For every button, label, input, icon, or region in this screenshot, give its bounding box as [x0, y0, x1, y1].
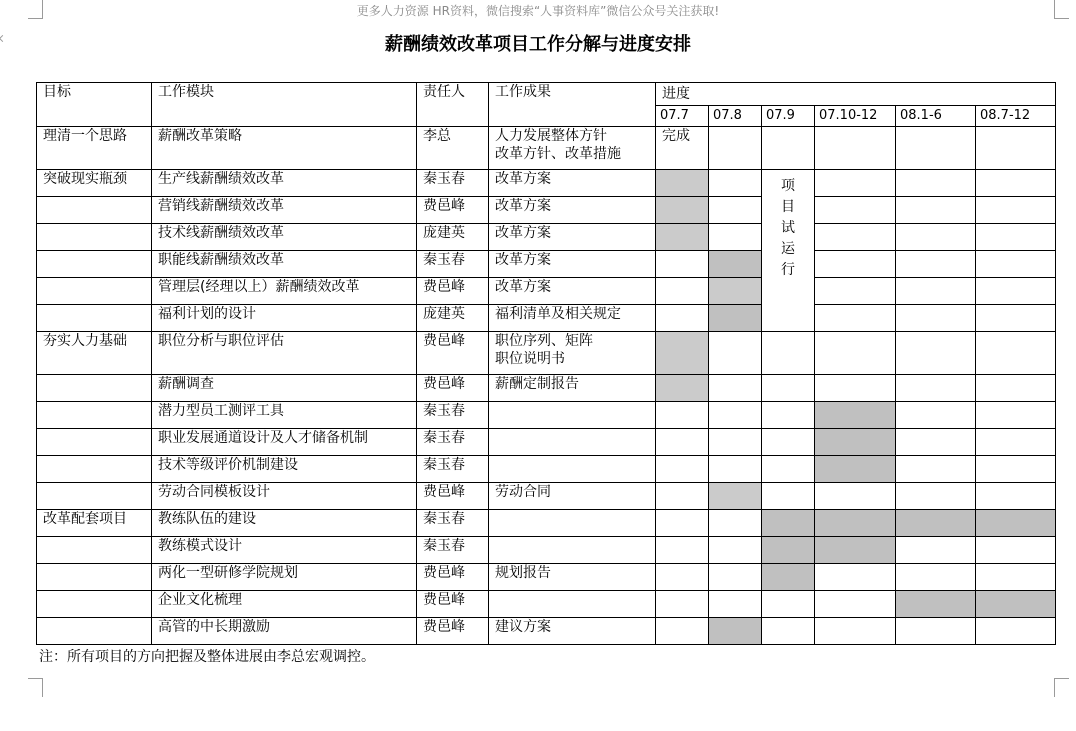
- timeline-cell: [976, 483, 1056, 510]
- result-cell: [489, 456, 656, 483]
- timeline-cell: [896, 251, 976, 278]
- timeline-cell: [815, 127, 896, 170]
- timeline-cell-filled: [815, 429, 896, 456]
- header-row: [37, 83, 1056, 106]
- result-line: 改革方针、改革措施: [495, 146, 621, 162]
- result-cell: 薪酬定制报告: [489, 375, 656, 402]
- module-cell: 教练队伍的建设: [152, 510, 417, 537]
- table-row: [37, 332, 1056, 375]
- result-cell: 福利清单及相关规定: [489, 305, 656, 332]
- timeline-cell: [815, 332, 896, 375]
- timeline-cell-filled: [656, 224, 709, 251]
- table-row: [37, 127, 1056, 170]
- result-cell: [489, 537, 656, 564]
- header-goal: 目标: [37, 83, 152, 127]
- schedule-table: [36, 82, 1056, 645]
- timeline-cell: [976, 618, 1056, 645]
- period-label: 07.10-12: [815, 106, 896, 127]
- result-cell: [489, 429, 656, 456]
- crop-mark-bottom-left: [28, 678, 43, 697]
- timeline-cell-filled: [815, 510, 896, 537]
- result-cell: [489, 332, 656, 375]
- timeline-cell: [976, 251, 1056, 278]
- owner-cell: 费邑峰: [417, 618, 489, 645]
- timeline-cell: [815, 618, 896, 645]
- timeline-cell: [976, 402, 1056, 429]
- table-row: [37, 618, 1056, 645]
- timeline-cell: [815, 197, 896, 224]
- timeline-cell-filled: [656, 375, 709, 402]
- timeline-cell: [976, 429, 1056, 456]
- timeline-cell: [815, 483, 896, 510]
- timeline-cell: [709, 375, 762, 402]
- timeline-cell: [656, 402, 709, 429]
- timeline-cell: [896, 127, 976, 170]
- owner-cell: 庞建英: [417, 305, 489, 332]
- result-cell: 建议方案: [489, 618, 656, 645]
- goal-cell: [37, 278, 152, 305]
- module-cell: 两化一型研修学院规划: [152, 564, 417, 591]
- module-cell: 技术等级评价机制建设: [152, 456, 417, 483]
- timeline-cell: [896, 278, 976, 305]
- timeline-cell: [815, 375, 896, 402]
- timeline-cell: [709, 591, 762, 618]
- timeline-cell: [656, 618, 709, 645]
- timeline-cell: [896, 375, 976, 402]
- timeline-cell: [656, 591, 709, 618]
- header-module: 工作模块: [152, 83, 417, 127]
- module-cell: 营销线薪酬绩效改革: [152, 197, 417, 224]
- timeline-cell: [656, 251, 709, 278]
- timeline-cell: [815, 224, 896, 251]
- owner-cell: 费邑峰: [417, 483, 489, 510]
- timeline-cell: [896, 305, 976, 332]
- module-cell: 福利计划的设计: [152, 305, 417, 332]
- table-row: [37, 197, 1056, 224]
- owner-cell: 费邑峰: [417, 591, 489, 618]
- timeline-cell: [976, 537, 1056, 564]
- timeline-cell-filled: [656, 170, 709, 197]
- timeline-cell: [762, 456, 815, 483]
- timeline-cell: [896, 170, 976, 197]
- result-cell: 改革方案: [489, 251, 656, 278]
- goal-cell: [37, 483, 152, 510]
- timeline-cell: [896, 564, 976, 591]
- owner-cell: 费邑峰: [417, 564, 489, 591]
- timeline-cell-filled: [762, 537, 815, 564]
- timeline-cell: [976, 127, 1056, 170]
- timeline-cell: [709, 510, 762, 537]
- timeline-cell-filled: [656, 197, 709, 224]
- goal-cell: [37, 591, 152, 618]
- timeline-cell-filled: [762, 510, 815, 537]
- timeline-cell-filled: [709, 618, 762, 645]
- timeline-cell: [896, 537, 976, 564]
- result-line: 人力发展整体方针: [495, 128, 607, 144]
- timeline-cell-filled: [976, 591, 1056, 618]
- owner-cell: 秦玉春: [417, 170, 489, 197]
- timeline-cell-filled: [709, 251, 762, 278]
- timeline-cell: [976, 375, 1056, 402]
- timeline-cell: [656, 510, 709, 537]
- result-line: 职位序列、矩阵: [495, 333, 593, 349]
- table-row: [37, 402, 1056, 429]
- goal-cell: [37, 224, 152, 251]
- result-cell: 改革方案: [489, 170, 656, 197]
- goal-cell: [37, 375, 152, 402]
- timeline-cell: [762, 483, 815, 510]
- result-cell: 改革方案: [489, 197, 656, 224]
- owner-cell: 秦玉春: [417, 510, 489, 537]
- goal-cell: [37, 618, 152, 645]
- table-row: [37, 170, 1056, 197]
- status-cell: 完成: [656, 127, 709, 170]
- header-owner: 责任人: [417, 83, 489, 127]
- timeline-cell: [896, 402, 976, 429]
- module-cell: 职能线薪酬绩效改革: [152, 251, 417, 278]
- owner-cell: 李总: [417, 127, 489, 170]
- goal-cell: 改革配套项目: [37, 510, 152, 537]
- table-row: [37, 375, 1056, 402]
- module-cell: 薪酬调查: [152, 375, 417, 402]
- timeline-cell-filled: [709, 483, 762, 510]
- timeline-cell-filled: [815, 537, 896, 564]
- crop-mark-top-right: [1054, 0, 1069, 19]
- timeline-cell-filled: [709, 305, 762, 332]
- result-cell: [489, 402, 656, 429]
- timeline-cell: [896, 618, 976, 645]
- result-line: 职位说明书: [495, 351, 565, 367]
- timeline-cell: [896, 224, 976, 251]
- timeline-cell: [762, 618, 815, 645]
- footnote: 注：所有项目的方向把握及整体进展由李总宏观调控。: [39, 649, 375, 665]
- goal-cell: 夯实人力基础: [37, 332, 152, 375]
- goal-cell: [37, 564, 152, 591]
- period-label: 07.8: [709, 106, 762, 127]
- timeline-cell: [896, 197, 976, 224]
- timeline-cell: [976, 278, 1056, 305]
- timeline-cell-filled: [896, 591, 976, 618]
- timeline-cell: [709, 429, 762, 456]
- timeline-cell: [815, 564, 896, 591]
- goal-cell: [37, 456, 152, 483]
- timeline-cell-filled: [815, 456, 896, 483]
- period-label: 08.7-12: [976, 106, 1056, 127]
- timeline-cell: [976, 564, 1056, 591]
- timeline-cell-filled: [656, 332, 709, 375]
- goal-cell: [37, 305, 152, 332]
- timeline-cell: [976, 224, 1056, 251]
- module-cell: 高管的中长期激励: [152, 618, 417, 645]
- owner-cell: 秦玉春: [417, 402, 489, 429]
- timeline-cell: [709, 537, 762, 564]
- module-cell: 潜力型员工测评工具: [152, 402, 417, 429]
- result-cell: 改革方案: [489, 278, 656, 305]
- crop-mark-bottom-right: [1054, 678, 1069, 697]
- timeline-cell: [896, 483, 976, 510]
- table-row: [37, 510, 1056, 537]
- timeline-cell: [656, 456, 709, 483]
- timeline-cell: [709, 127, 762, 170]
- timeline-cell: [976, 456, 1056, 483]
- timeline-cell: [709, 402, 762, 429]
- module-cell: 管理层(经理以上）薪酬绩效改革: [152, 278, 417, 305]
- owner-cell: 费邑峰: [417, 332, 489, 375]
- table-row: [37, 564, 1056, 591]
- table-row: [37, 429, 1056, 456]
- pilot-run-label: 项 目 试 运 行: [762, 170, 815, 332]
- timeline-cell: [709, 224, 762, 251]
- timeline-cell: [762, 591, 815, 618]
- goal-cell: 理清一个思路: [37, 127, 152, 170]
- timeline-cell: [762, 402, 815, 429]
- timeline-cell: [896, 332, 976, 375]
- timeline-cell-filled: [896, 510, 976, 537]
- timeline-cell: [656, 305, 709, 332]
- timeline-cell: [709, 564, 762, 591]
- module-cell: 教练模式设计: [152, 537, 417, 564]
- period-label: 07.7: [656, 106, 709, 127]
- timeline-cell: [656, 429, 709, 456]
- timeline-cell: [976, 332, 1056, 375]
- timeline-cell: [656, 537, 709, 564]
- module-cell: 技术线薪酬绩效改革: [152, 224, 417, 251]
- timeline-cell: [656, 483, 709, 510]
- timeline-cell: [656, 564, 709, 591]
- owner-cell: 庞建英: [417, 224, 489, 251]
- module-cell: 职业发展通道设计及人才储备机制: [152, 429, 417, 456]
- owner-cell: 费邑峰: [417, 375, 489, 402]
- timeline-cell-filled: [815, 402, 896, 429]
- table-row: [37, 224, 1056, 251]
- module-cell: 职位分析与职位评估: [152, 332, 417, 375]
- timeline-cell: [709, 197, 762, 224]
- timeline-cell: [709, 332, 762, 375]
- timeline-cell: [815, 591, 896, 618]
- result-cell: 劳动合同: [489, 483, 656, 510]
- table-row: [37, 278, 1056, 305]
- timeline-cell-filled: [762, 564, 815, 591]
- owner-cell: 秦玉春: [417, 429, 489, 456]
- result-cell: [489, 127, 656, 170]
- timeline-cell: [762, 429, 815, 456]
- module-cell: 生产线薪酬绩效改革: [152, 170, 417, 197]
- timeline-cell: [976, 305, 1056, 332]
- owner-cell: 秦玉春: [417, 537, 489, 564]
- timeline-cell: [709, 456, 762, 483]
- result-cell: 规划报告: [489, 564, 656, 591]
- timeline-cell: [762, 332, 815, 375]
- table-row: [37, 483, 1056, 510]
- owner-cell: 秦玉春: [417, 456, 489, 483]
- header-result: 工作成果: [489, 83, 656, 127]
- module-cell: 劳动合同模板设计: [152, 483, 417, 510]
- timeline-cell: [815, 278, 896, 305]
- table-row: [37, 537, 1056, 564]
- top-banner: 更多人力资源 HR资料，微信搜索“人事资料库”微信公众号关注获取!: [356, 4, 720, 18]
- timeline-cell: [762, 127, 815, 170]
- result-cell: 改革方案: [489, 224, 656, 251]
- result-cell: [489, 591, 656, 618]
- timeline-cell: [976, 170, 1056, 197]
- crop-mark-top-left: [28, 0, 43, 19]
- timeline-cell: [896, 429, 976, 456]
- goal-cell: 突破现实瓶颈: [37, 170, 152, 197]
- period-label: 08.1-6: [896, 106, 976, 127]
- timeline-cell: [815, 251, 896, 278]
- timeline-cell: [815, 305, 896, 332]
- timeline-cell: [896, 456, 976, 483]
- timeline-cell: [656, 278, 709, 305]
- table-row: [37, 305, 1056, 332]
- timeline-cell: [815, 170, 896, 197]
- goal-cell: [37, 429, 152, 456]
- timeline-cell: [762, 375, 815, 402]
- timeline-cell: [709, 170, 762, 197]
- result-cell: [489, 510, 656, 537]
- goal-cell: [37, 197, 152, 224]
- table-row: [37, 591, 1056, 618]
- period-label: 07.9: [762, 106, 815, 127]
- goal-cell: [37, 402, 152, 429]
- goal-cell: [37, 537, 152, 564]
- goal-cell: [37, 251, 152, 278]
- table-row: [37, 251, 1056, 278]
- header-progress: 进度: [656, 83, 1056, 106]
- timeline-cell-filled: [976, 510, 1056, 537]
- owner-cell: 费邑峰: [417, 278, 489, 305]
- document-title: 薪酬绩效改革项目工作分解与进度安排: [385, 34, 691, 55]
- module-cell: 企业文化梳理: [152, 591, 417, 618]
- module-cell: 薪酬改革策略: [152, 127, 417, 170]
- timeline-cell: [976, 197, 1056, 224]
- timeline-cell-filled: [709, 278, 762, 305]
- table-row: [37, 456, 1056, 483]
- owner-cell: 费邑峰: [417, 197, 489, 224]
- owner-cell: 秦玉春: [417, 251, 489, 278]
